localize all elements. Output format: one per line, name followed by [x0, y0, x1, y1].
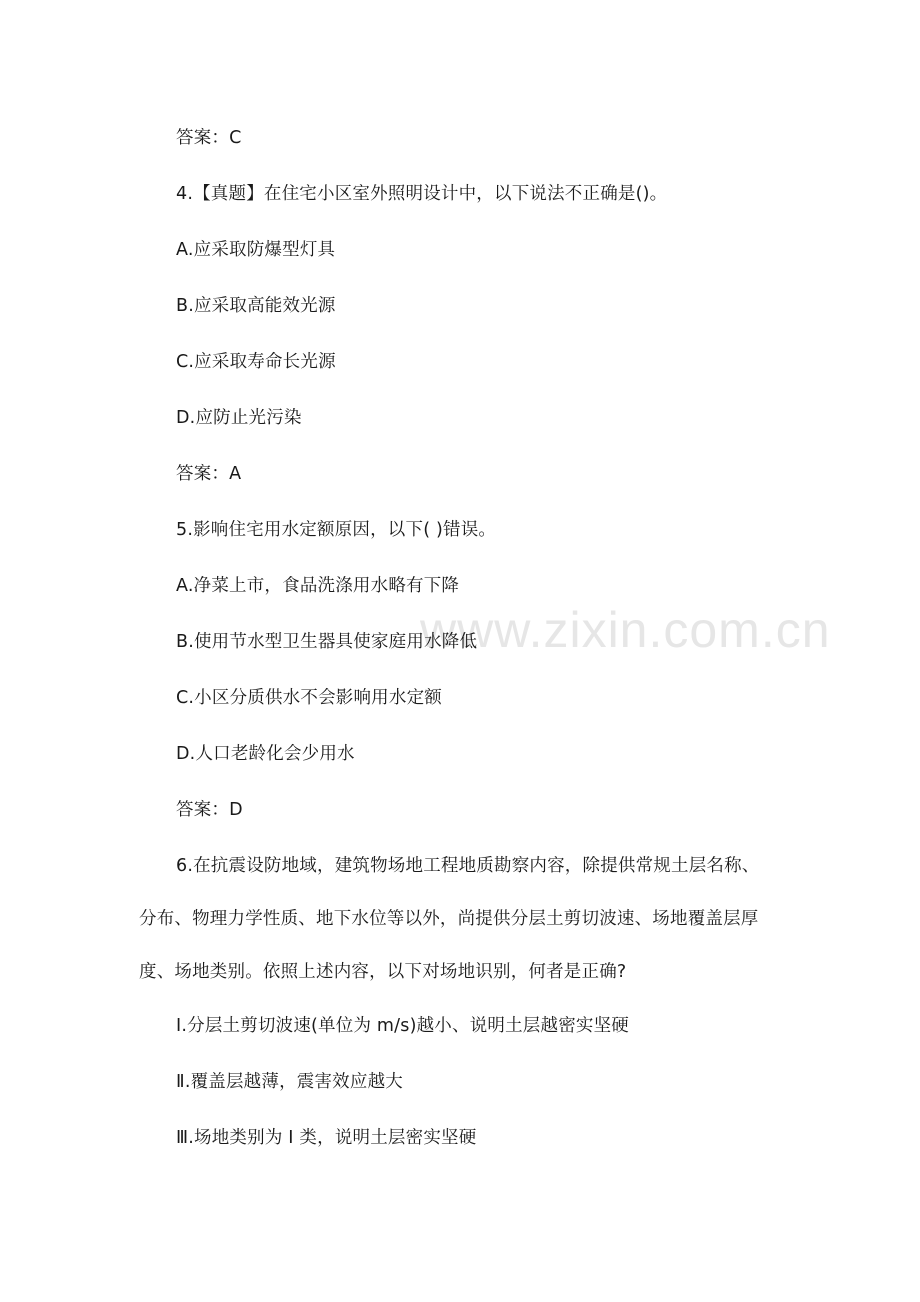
option-5a: A.净菜上市，食品洗涤用水略有下降 — [176, 576, 460, 596]
answer-q4: 答案：A — [176, 464, 242, 484]
answer-q3: 答案：C — [176, 128, 242, 148]
question-5: 5.影响住宅用水定额原因，以下( )错误。 — [176, 520, 497, 540]
option-5b: B.使用节水型卫生器具使家庭用水降低 — [176, 632, 478, 652]
watermark: www.zixin.com.cn — [420, 602, 831, 658]
option-5d: D.人口老龄化会少用水 — [176, 744, 355, 764]
question-6-line-1: 6.在抗震设防地域，建筑物场地工程地质勘察内容，除提供常规土层名称、 — [176, 856, 760, 876]
statement-6-ii: Ⅱ.覆盖层越薄，震害效应越大 — [176, 1072, 403, 1092]
option-4b: B.应采取高能效光源 — [176, 296, 336, 316]
question-6-line-2: 分布、物理力学性质、地下水位等以外，尚提供分层土剪切波速、场地覆盖层厚 — [139, 909, 759, 929]
question-6-line-3: 度、场地类别。依照上述内容，以下对场地识别，何者是正确? — [139, 962, 627, 982]
option-5c: C.小区分质供水不会影响用水定额 — [176, 688, 442, 708]
answer-q5: 答案：D — [176, 800, 243, 820]
statement-6-iii: Ⅲ.场地类别为 I 类，说明土层密实坚硬 — [176, 1128, 477, 1148]
statement-6-i: I.分层土剪切波速(单位为 m/s)越小、说明土层越密实坚硬 — [176, 1016, 630, 1036]
option-4c: C.应采取寿命长光源 — [176, 352, 336, 372]
option-4d: D.应防止光污染 — [176, 408, 302, 428]
option-4a: A.应采取防爆型灯具 — [176, 240, 336, 260]
question-4: 4.【真题】在住宅小区室外照明设计中，以下说法不正确是()。 — [176, 184, 668, 204]
